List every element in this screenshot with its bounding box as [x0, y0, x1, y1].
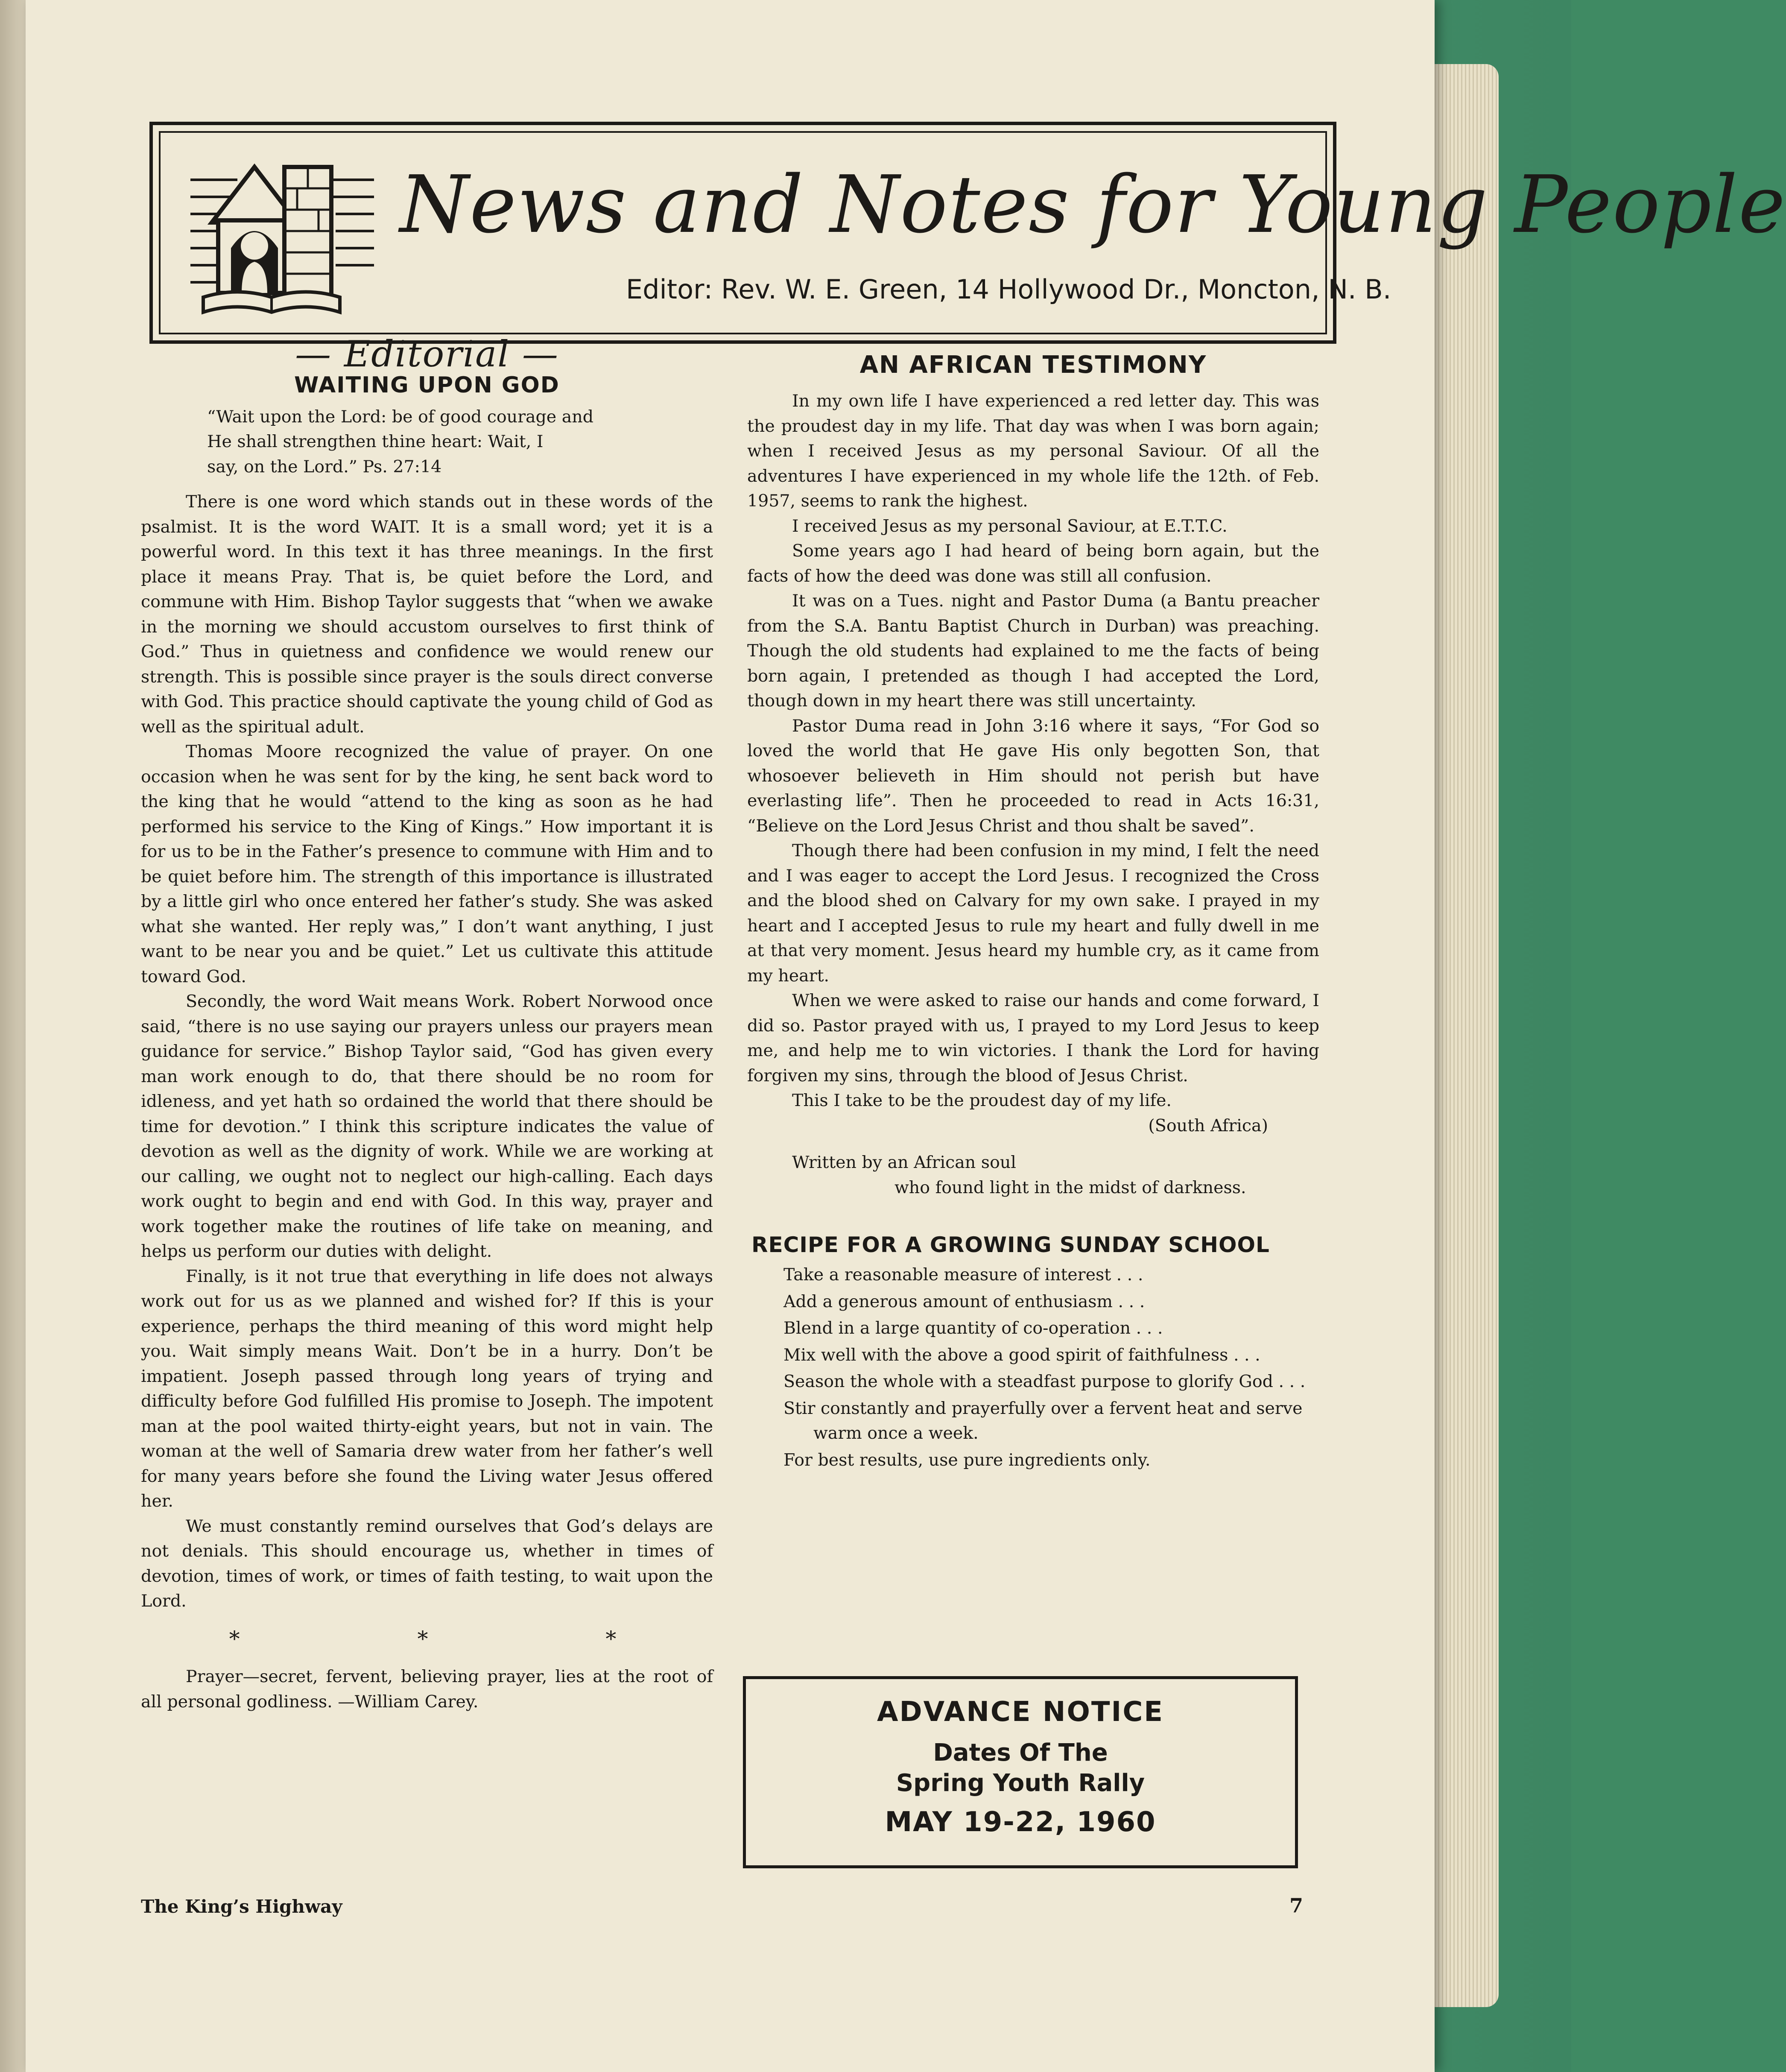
recipe-item: Add a generous amount of enthusiasm . . . — [783, 1291, 1145, 1311]
place-signature: (South Africa) — [1148, 1115, 1268, 1136]
article-title-testimony: AN AFRICAN TESTIMONY — [859, 351, 1207, 379]
article-title-waiting: WAITING UPON GOD — [294, 372, 560, 398]
paragraph: There is one word which stands out in these words of the psalmist. It is the word WAIT. It is a small word; yet it is a powerful word. In this text it has three meanings. In the first place it means Pray. That is, be quiet before the Lord, and commune with Him. Bishop Taylor suggests that “when we awake in the morning we should accustom ourselves to first think of God.” Thus in quietness and confidence we would renew our strength. This is possible since prayer is the souls direct converse with God. This practice should captivate the young child of God as well as the spiritual adult. — [141, 492, 713, 737]
epigraph-line: He shall strengthen thine heart: Wait, I — [207, 432, 544, 451]
paragraph: It was on a Tues. night and Pastor Duma (a Bantu preacher from the S.A. Bantu Baptist Church in Durban) was preaching. Though the old students had explained to me the facts of being born again, I pretended as though I had accepted the Lord, though down in my heart there was still uncertainty. — [747, 591, 1319, 711]
paragraph: I received Jesus as my personal Saviour, at E.T.T.C. — [792, 516, 1228, 536]
recipe-item: Season the whole with a steadfast purpose to glorify God . . . — [783, 1372, 1306, 1391]
masthead — [149, 122, 1786, 344]
recipe-item: For best results, use pure ingredients only. — [783, 1450, 1151, 1470]
carey-quote — [141, 1664, 713, 1714]
epigraph-line: “Wait upon the Lord: be of good courage and — [207, 407, 593, 427]
paragraph: This I take to be the proudest day of my life. — [792, 1091, 1172, 1110]
recipe-item: Mix well with the above a good spirit of faithfulness . . . — [783, 1345, 1260, 1365]
paragraph: Pastor Duma read in John 3:16 where it says, “For God so loved the world that He gave His only begotten Son, that whosoever believeth in Him should not perish but have everlasting life”. Then he proceeded to read in Acts 16:31, “Believe on the Lord Jesus Christ and thou shalt be saved”. — [747, 716, 1319, 836]
quote-text: Prayer—secret, fervent, believing prayer, lies at the root of all personal godliness. —William Carey. — [141, 1667, 713, 1712]
advance-notice-box — [743, 1676, 1298, 1868]
recipe-title: RECIPE FOR A GROWING SUNDAY SCHOOL — [751, 1232, 1270, 1257]
chapel-logo-icon — [186, 150, 378, 329]
written-by — [747, 1150, 1319, 1200]
notice-dates: MAY 19-22, 1960 — [885, 1806, 1156, 1838]
editor-line: Editor: Rev. W. E. Green, 14 Hollywood Dr., Moncton, N. B. — [626, 274, 1391, 305]
editorial-column — [141, 333, 713, 1714]
paragraph: Thomas Moore recognized the value of prayer. On one occasion when he was sent for by the king, he sent back word to the king that he would “attend to the king as soon as he had performed his service to the King of Kings.” How important it is for us to be in the Father’s presence to commune with Him and to be quiet before him. The strength of this importance is illustrated by a little girl who once entered her father’s study. She was asked what she wanted. Her reply was,” I don’t want anything, I just want to be near you and be quiet.” Let us cultivate this attitude toward God. — [141, 742, 713, 986]
epigraph — [207, 404, 713, 480]
page-number: 7 — [1289, 1894, 1304, 1917]
notice-line: Dates Of The — [933, 1739, 1108, 1767]
recipe-item: Blend in a large quantity of co-operation . . . — [783, 1318, 1163, 1338]
notice-line: Spring Youth Rally — [896, 1769, 1145, 1797]
paragraph: In my own life I have experienced a red letter day. This was the proudest day in my life. That day was when I was born again; when I received Jesus as my personal Saviour. Of all the adventures I have experienced in my whole life the 12th. of Feb. 1957, seems to rank the highest. — [747, 391, 1319, 511]
paragraph: Secondly, the word Wait means Work. Robert Norwood once said, “there is no use saying our prayers unless our prayers mean guidance for service.” Bishop Taylor said, “God has given every man work enough to do, that there should be no room for idleness, and yet hath so ordained the world that there should be time for devotion.” I think this scripture indicates the value of devotion as well as the dignity of work. While we are working at our calling, we ought not to neglect our high-calling. Each days work ought to begin and end with God. In this way, prayer and work together make the routines of life take on meaning, and helps us perform our duties with delight. — [141, 992, 713, 1261]
notice-heading: ADVANCE NOTICE — [877, 1696, 1164, 1728]
paragraph: Some years ago I had heard of being born again, but the facts of how the deed was done was still all confusion. — [747, 541, 1319, 586]
paragraph: Finally, is it not true that everything in life does not always work out for us as we planned and wished for? If this is your experience, perhaps the third meaning of this word might help you. Wait simply means Wait. Don’t be in a hurry. Don’t be impatient. Joseph passed through long years of trying and difficulty before God fulfilled His promise to Joseph. The impotent man at the pool waited thirty-eight years, but not in vain. The woman at the well of Samaria drew water from her father’s well for many years before she found the Living water Jesus offered her. — [141, 1266, 713, 1511]
recipe-item: Take a reasonable measure of interest . . . — [783, 1265, 1143, 1285]
paragraph: Though there had been confusion in my mind, I felt the need and I was eager to accept the Lord Jesus. I recognized the Cross and the blood shed on Calvary for my own sake. I prayed in my heart and I accepted Jesus to rule my heart and fully dwell in me at that very moment. Jesus heard my humble cry, as it came from my heart. — [747, 841, 1319, 986]
paragraph: We must constantly remind ourselves that God’s delays are not denials. This should encourage us, whether in times of devotion, times of work, or times of faith testing, to wait upon the Lord. — [141, 1516, 713, 1611]
paragraph: When we were asked to raise our hands and come forward, I did so. Pastor prayed with us, I prayed to my Lord Jesus to keep me, and help me to win victories. I thank the Lord for having forgiven my sins, through the blood of Jesus Christ. — [747, 991, 1319, 1086]
written-line: who found light in the midst of darkness. — [894, 1177, 1246, 1197]
epigraph-line: say, on the Lord.” Ps. 27:14 — [207, 457, 442, 477]
written-line: Written by an African soul — [792, 1153, 1016, 1172]
magazine-page — [26, 0, 1786, 2072]
publication-name: The King’s Highway — [141, 1896, 342, 1917]
masthead-inner-frame — [159, 131, 1786, 334]
testimony-column — [747, 350, 1319, 1474]
recipe-item: Stir constantly and prayerfully over a fervent heat and serve warm once a week. — [783, 1398, 1303, 1443]
recipe-list — [747, 1262, 1319, 1472]
section-label-editorial: — Editorial — — [295, 333, 559, 375]
masthead-title: News and Notes for Young People — [400, 158, 1786, 251]
section-separator-stars: * * * — [229, 1626, 702, 1651]
